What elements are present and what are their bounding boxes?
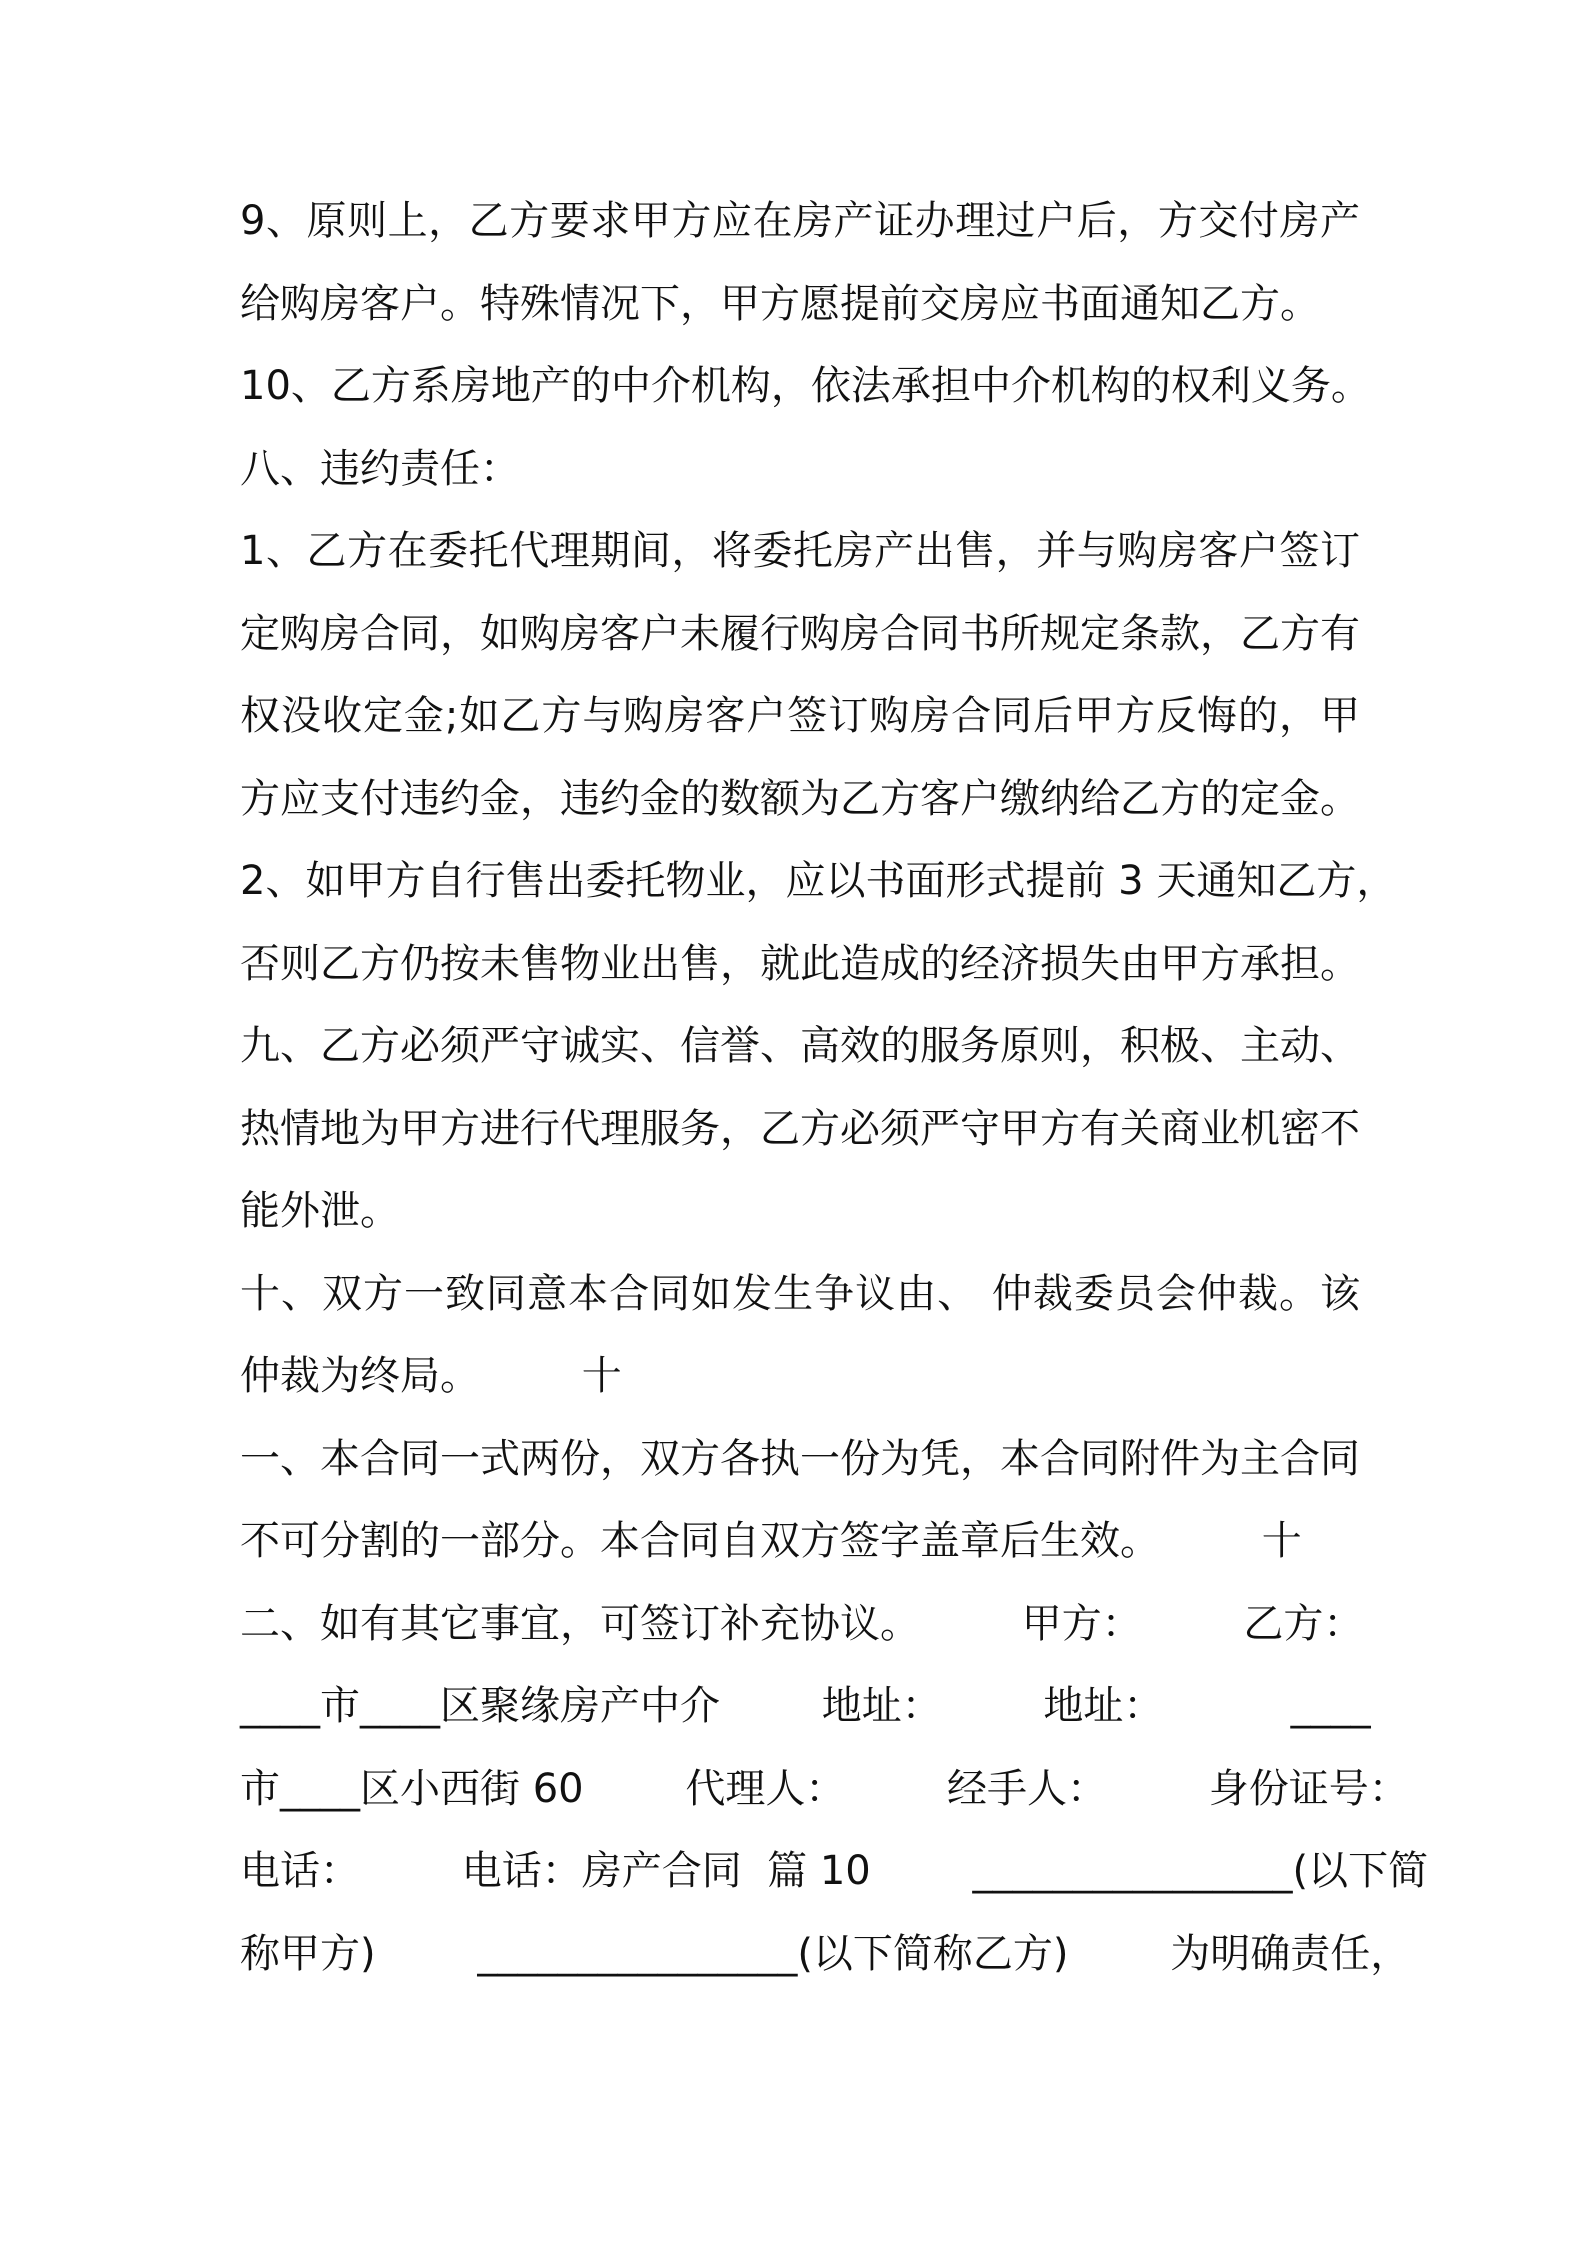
text-line: 电话： 电话：房产合同 篇 10 ________________(以下简 bbox=[240, 1848, 1429, 1894]
text-line: 2、如甲方自行售出委托物业，应以书面形式提前 3 天通知乙方， bbox=[240, 858, 1397, 904]
text-line: 称甲方) ________________(以下简称乙方) 为明确责任， bbox=[240, 1930, 1411, 1977]
text-line: 9、原则上，乙方要求甲方应在房产证办理过户后，方交付房产 bbox=[240, 198, 1360, 244]
text-line: 仲裁为终局。 十 bbox=[240, 1353, 622, 1399]
text-line: 市____区小西街 60 代理人： 经手人： 身份证号： bbox=[240, 1765, 1409, 1812]
text-line: ____市____区聚缘房产中介 地址： 地址： ____ bbox=[240, 1683, 1371, 1729]
text-line: 1、乙方在委托代理期间，将委托房产出售，并与购房客户签订 bbox=[240, 528, 1360, 574]
text-line: 权没收定金;如乙方与购房客户签订购房合同后甲方反悔的，甲 bbox=[240, 693, 1360, 739]
text-line: 九、乙方必须严守诚实、信誉、高效的服务原则，积极、主动、 bbox=[240, 1023, 1360, 1069]
text-line: 定购房合同，如购房客户未履行购房合同书所规定条款，乙方有 bbox=[240, 610, 1360, 657]
contract-text bbox=[240, 180, 1429, 1995]
text-line: 二、如有其它事宜，可签订补充协议。 甲方： 乙方： bbox=[240, 1600, 1364, 1647]
text-line: 给购房客户。特殊情况下，甲方愿提前交房应书面通知乙方。 bbox=[240, 280, 1320, 327]
text-line: 10、乙方系房地产的中介机构，依法承担中介机构的权利义务。 bbox=[240, 363, 1371, 409]
text-line: 方应支付违约金，违约金的数额为乙方客户缴纳给乙方的定金。 bbox=[240, 775, 1360, 822]
text-line: 热情地为甲方进行代理服务，乙方必须严守甲方有关商业机密不 bbox=[240, 1105, 1360, 1152]
text-line: 八、违约责任： bbox=[240, 445, 520, 492]
text-line: 十、双方一致同意本合同如发生争议由、 仲裁委员会仲裁。该 bbox=[240, 1270, 1360, 1317]
text-line: 能外泄。 bbox=[240, 1188, 400, 1234]
text-line: 否则乙方仍按未售物业出售，就此造成的经济损失由甲方承担。 bbox=[240, 940, 1360, 987]
text-line: 一、本合同一式两份，双方各执一份为凭，本合同附件为主合同 bbox=[240, 1435, 1360, 1482]
text-line: 不可分割的一部分。本合同自双方签字盖章后生效。 十 bbox=[240, 1518, 1302, 1564]
